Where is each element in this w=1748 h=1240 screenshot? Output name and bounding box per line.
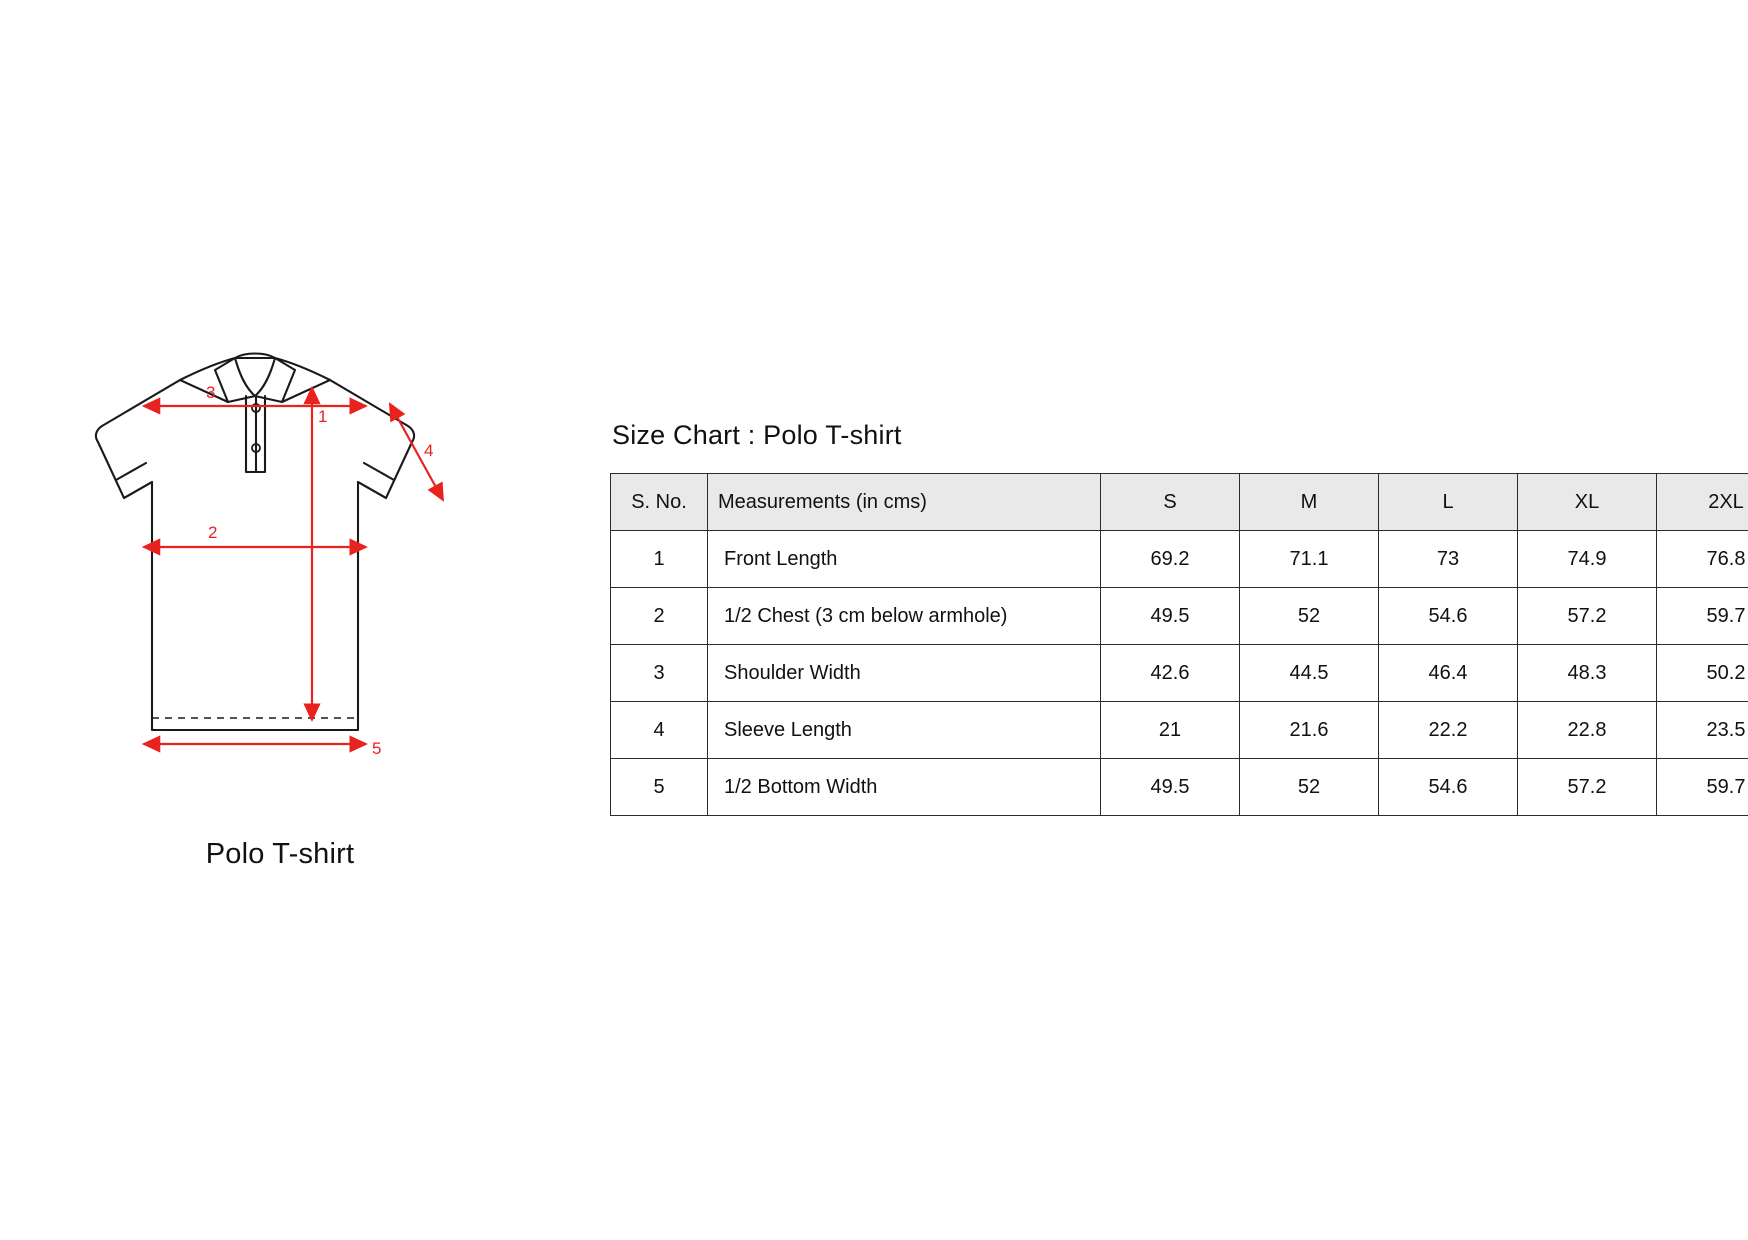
cell-measurement: 1/2 Chest (3 cm below armhole) xyxy=(708,588,1101,645)
cell-sno: 4 xyxy=(611,702,708,759)
cell-l: 54.6 xyxy=(1379,759,1518,816)
cell-measurement: Front Length xyxy=(708,531,1101,588)
cell-xl: 48.3 xyxy=(1518,645,1657,702)
cell-s: 21 xyxy=(1101,702,1240,759)
cell-xl: 57.2 xyxy=(1518,588,1657,645)
cell-sno: 3 xyxy=(611,645,708,702)
header-size-m: M xyxy=(1240,474,1379,531)
table-header-row xyxy=(611,474,1748,531)
cell-l: 46.4 xyxy=(1379,645,1518,702)
cell-m: 52 xyxy=(1240,588,1379,645)
cell-s: 49.5 xyxy=(1101,759,1240,816)
table-row xyxy=(611,759,1748,816)
cell-2xl: 50.2 xyxy=(1657,645,1748,702)
cell-measurement: 1/2 Bottom Width xyxy=(708,759,1101,816)
cell-sno: 1 xyxy=(611,531,708,588)
cell-2xl: 59.7 xyxy=(1657,759,1748,816)
cell-l: 22.2 xyxy=(1379,702,1518,759)
table-row xyxy=(611,531,1748,588)
polo-tshirt-illustration xyxy=(60,330,560,830)
chart-title: Size Chart : Polo T-shirt xyxy=(612,420,902,450)
cell-s: 69.2 xyxy=(1101,531,1240,588)
header-measurements: Measurements (in cms) xyxy=(708,474,1101,531)
cell-2xl: 23.5 xyxy=(1657,702,1748,759)
callout-label-5: 5 xyxy=(372,739,382,758)
cell-2xl: 76.8 xyxy=(1657,531,1748,588)
callout-label-2: 2 xyxy=(208,523,218,542)
table-row xyxy=(611,645,1748,702)
cell-m: 44.5 xyxy=(1240,645,1379,702)
cell-xl: 22.8 xyxy=(1518,702,1657,759)
table-row xyxy=(611,588,1748,645)
cell-xl: 74.9 xyxy=(1518,531,1657,588)
garment-outline xyxy=(96,354,414,731)
cell-m: 52 xyxy=(1240,759,1379,816)
cell-l: 73 xyxy=(1379,531,1518,588)
cell-measurement: Shoulder Width xyxy=(708,645,1101,702)
table-row xyxy=(611,702,1748,759)
callout-label-1: 1 xyxy=(318,407,328,426)
cell-measurement: Sleeve Length xyxy=(708,702,1101,759)
measurement-arrows xyxy=(144,388,443,744)
callout-label-3: 3 xyxy=(206,383,216,402)
cell-m: 71.1 xyxy=(1240,531,1379,588)
size-chart-table xyxy=(610,473,1748,816)
cell-s: 49.5 xyxy=(1101,588,1240,645)
header-size-2xl: 2XL xyxy=(1657,474,1748,531)
header-size-l: L xyxy=(1379,474,1518,531)
cell-s: 42.6 xyxy=(1101,645,1240,702)
garment-caption: Polo T-shirt xyxy=(205,838,355,870)
cell-m: 21.6 xyxy=(1240,702,1379,759)
cell-sno: 5 xyxy=(611,759,708,816)
callout-label-4: 4 xyxy=(424,441,434,460)
cell-2xl: 59.7 xyxy=(1657,588,1748,645)
header-size-s: S xyxy=(1101,474,1240,531)
header-sno: S. No. xyxy=(611,474,708,531)
header-size-xl: XL xyxy=(1518,474,1657,531)
callout-labels xyxy=(206,383,433,758)
cell-l: 54.6 xyxy=(1379,588,1518,645)
cell-sno: 2 xyxy=(611,588,708,645)
size-chart-section xyxy=(610,420,1746,816)
cell-xl: 57.2 xyxy=(1518,759,1657,816)
